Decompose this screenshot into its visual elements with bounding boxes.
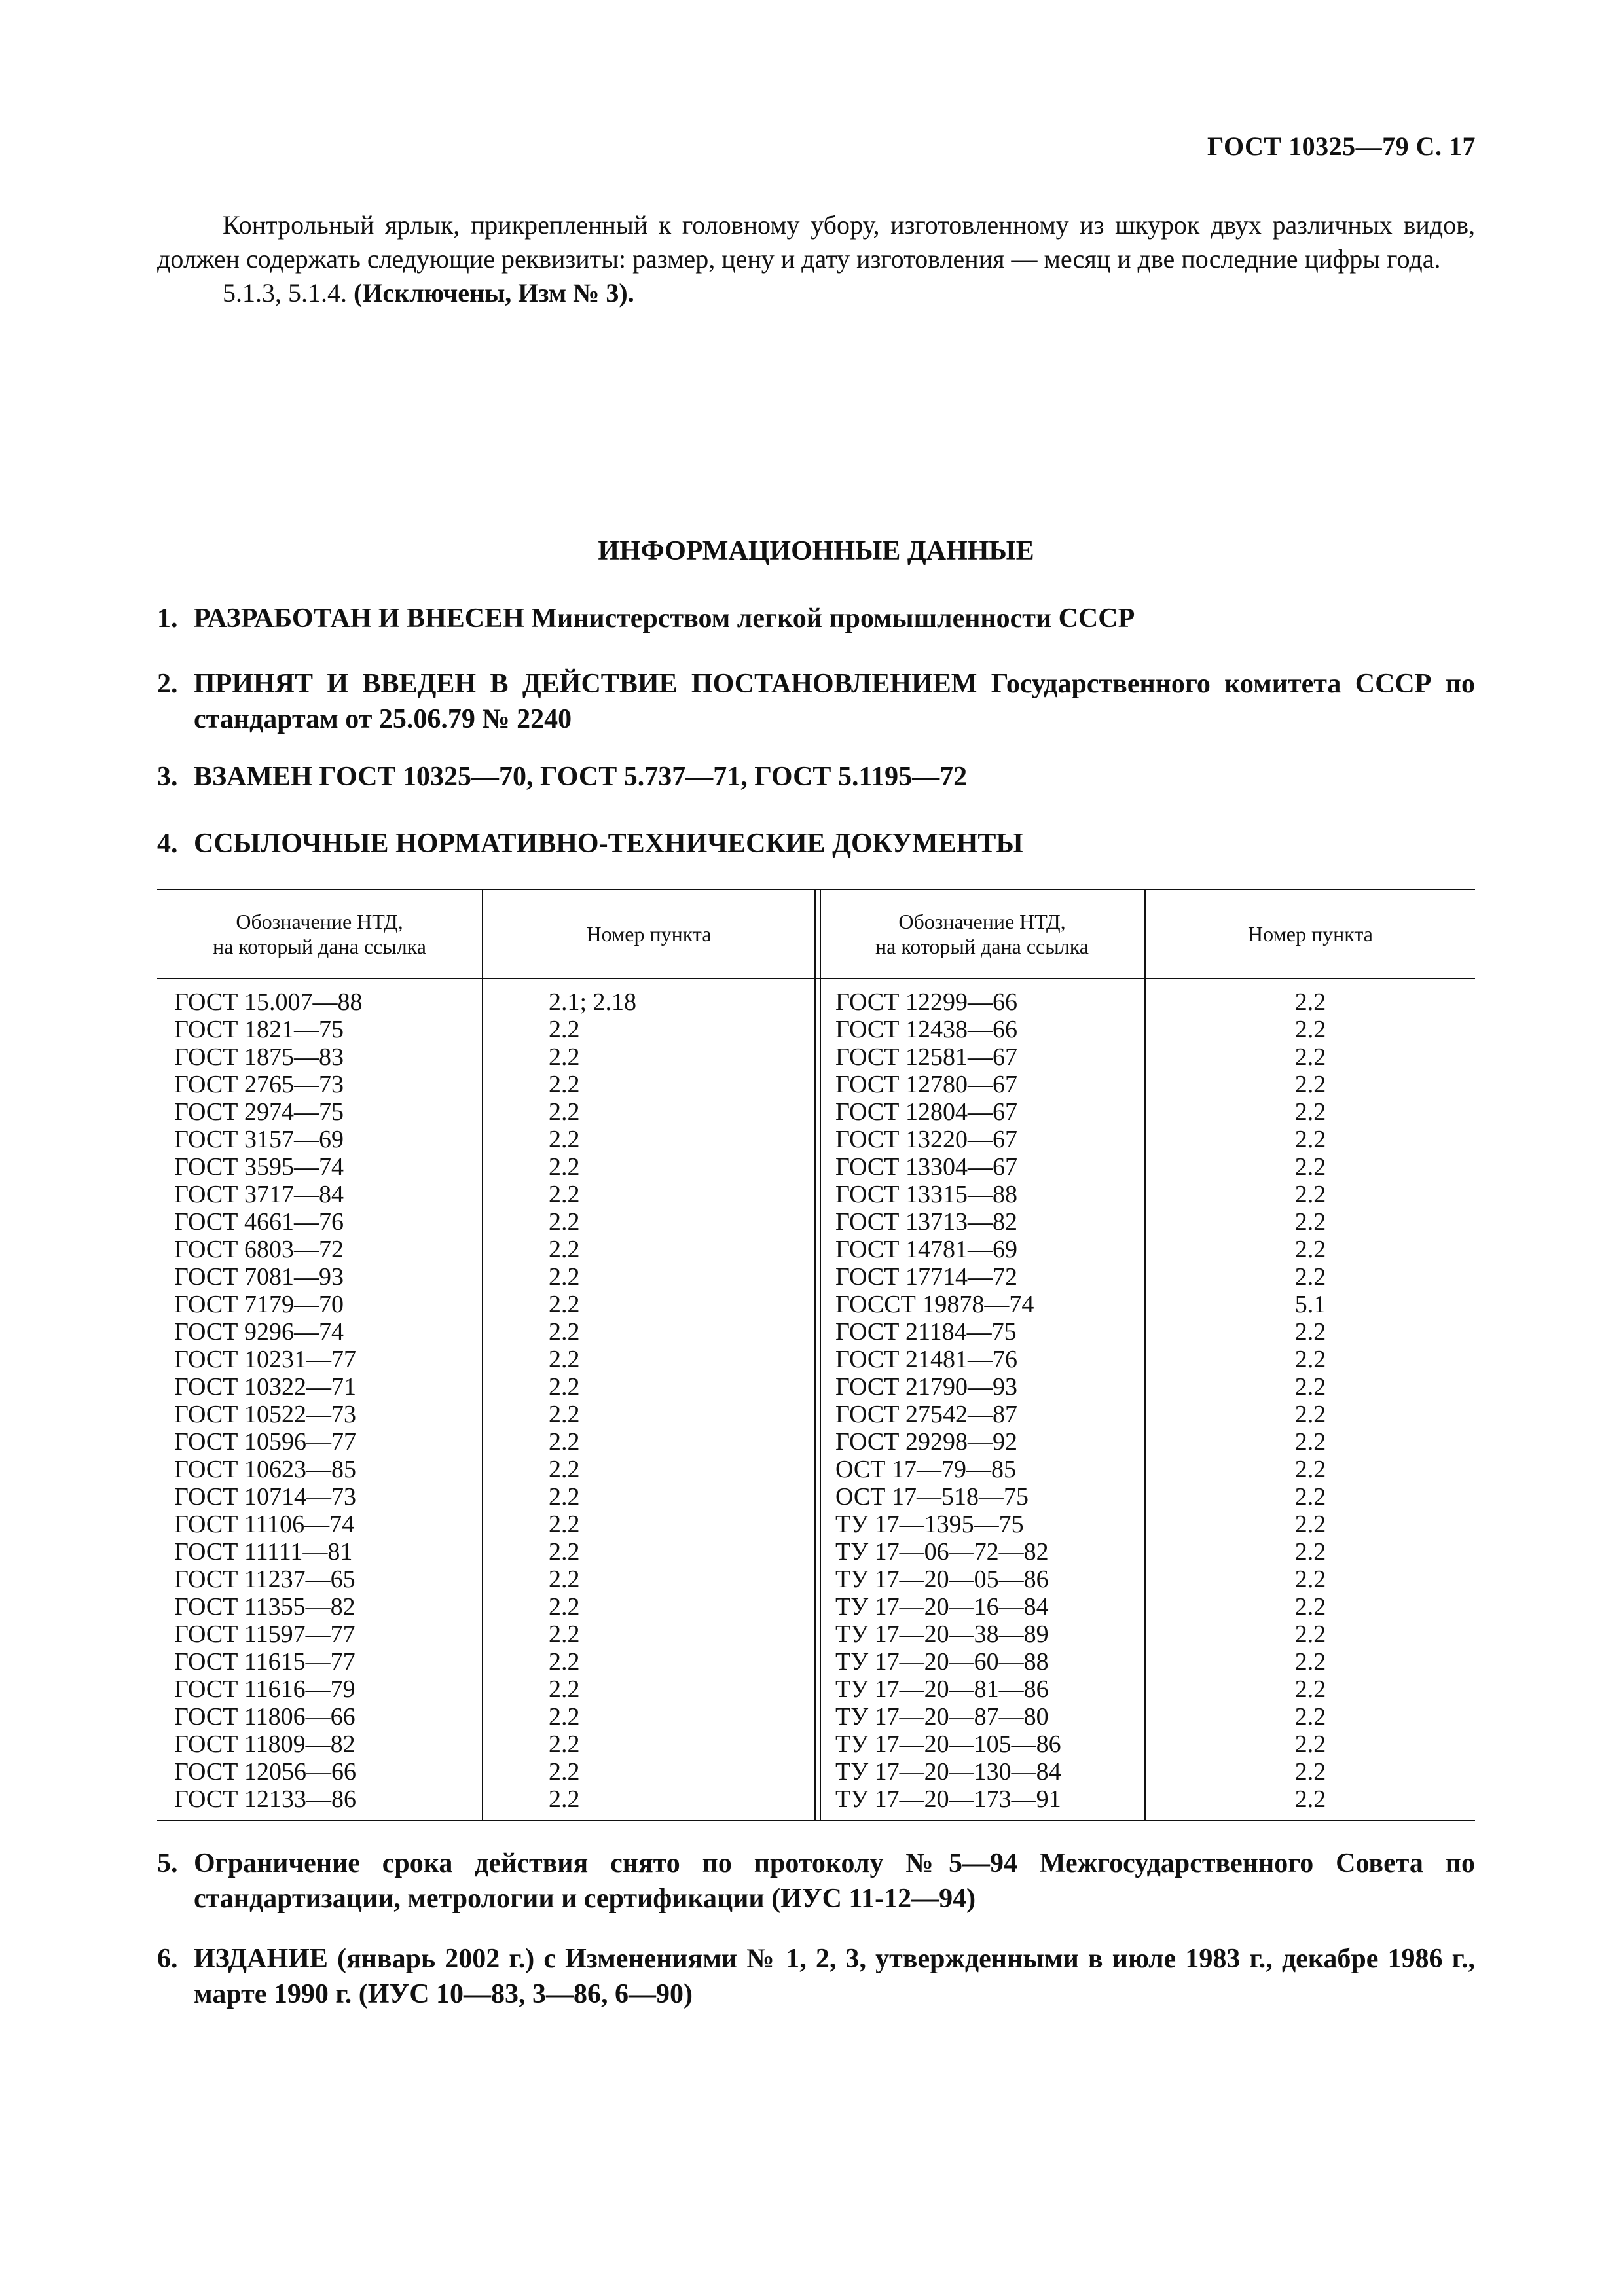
table-cell-clause: 2.2 [549, 1043, 580, 1071]
table-cell-designation: ГОСТ 12299—66 [835, 988, 1017, 1016]
table-cell-clause: 2.2 [549, 1758, 580, 1785]
table-cell-clause: 2.2 [1294, 1703, 1326, 1731]
table-cell-designation: ТУ 17—1395—75 [835, 1511, 1024, 1538]
table-cell-designation: ГОСТ 12133—86 [174, 1785, 356, 1813]
table-cell-clause: 2.2 [1294, 1236, 1326, 1263]
table-cell-designation: ГОСТ 1821—75 [174, 1016, 344, 1043]
table-cell-clause: 2.2 [549, 1621, 580, 1648]
table-cell-designation: ГОСТ 2765—73 [174, 1071, 344, 1098]
table-cell-designation: ТУ 17—20—81—86 [835, 1676, 1049, 1703]
header-clause-label: Номер пункта [586, 922, 712, 946]
intro-paragraph: Контрольный ярлык, прикрепленный к головному убору, изготовленному из шкурок двух различных видов, должен содержать следующие реквизиты: размер, цену и дату изготовления — месяц и две последние цифры года. [157, 210, 1475, 274]
left-clause-column [549, 988, 797, 1813]
table-cell-designation: ГОСТ 12056—66 [174, 1758, 356, 1785]
table-cell-designation: ГОСТ 11106—74 [174, 1511, 355, 1538]
table-cell-designation: ГОСТ 3157—69 [174, 1126, 344, 1153]
table-cell-clause: 2.2 [549, 1181, 580, 1208]
table-cell-clause: 2.2 [549, 1538, 580, 1566]
table-cell-designation: ГОСТ 10322—71 [174, 1373, 356, 1401]
table-cell-designation: ТУ 17—20—38—89 [835, 1621, 1049, 1648]
table-cell-designation: ГОСТ 2974—75 [174, 1098, 344, 1126]
table-cell-clause: 2.2 [1294, 1456, 1326, 1483]
table-cell-designation: ГОСТ 15.007—88 [174, 988, 363, 1016]
table-cell-clause: 2.2 [549, 1731, 580, 1758]
table-cell-designation: ГОСТ 6803—72 [174, 1236, 344, 1263]
table-cell-designation: ГОСТ 14781—69 [835, 1236, 1017, 1263]
table-cell-clause: 2.2 [549, 1703, 580, 1731]
table-cell-designation: ТУ 17—20—105—86 [835, 1731, 1061, 1758]
table-cell-clause: 2.2 [1294, 1016, 1326, 1043]
table-cell-clause: 2.2 [549, 1676, 580, 1703]
table-cell-clause: 2.2 [549, 1263, 580, 1291]
table-cell-clause: 2.2 [549, 1401, 580, 1428]
header-designation-right [820, 890, 1144, 978]
table-cell-designation: ГОСТ 1875—83 [174, 1043, 344, 1071]
header-clause-right [1146, 890, 1475, 978]
info-item-number: 4. [157, 829, 178, 859]
table-cell-designation: ГОСТ 27542—87 [835, 1401, 1017, 1428]
table-cell-clause: 2.2 [1294, 1098, 1326, 1126]
table-cell-designation: ГОСТ 11597—77 [174, 1621, 356, 1648]
table-cell-designation: ТУ 17—06—72—82 [835, 1538, 1049, 1566]
left-designation-column [174, 988, 475, 1813]
table-cell-clause: 2.2 [1294, 1153, 1326, 1181]
table-cell-clause: 2.2 [549, 1291, 580, 1318]
table-cell-designation: ГОСТ 11615—77 [174, 1648, 356, 1676]
info-item-number: 6. [157, 1944, 178, 1974]
table-cell-designation: ГОСТ 21790—93 [835, 1373, 1017, 1401]
table-cell-clause: 2.2 [549, 1593, 580, 1621]
table-cell-clause: 2.2 [1294, 1483, 1326, 1511]
table-cell-designation: ТУ 17—20—05—86 [835, 1566, 1049, 1593]
table-cell-clause: 2.2 [549, 1016, 580, 1043]
page-header: ГОСТ 10325—79 С. 17 [1207, 132, 1476, 161]
header-clause-label: Номер пункта [1248, 922, 1373, 946]
table-cell-clause: 2.2 [1294, 1538, 1326, 1566]
table-cell-designation: ГОСТ 9296—74 [174, 1318, 344, 1346]
table-cell-designation: ГОСТ 12581—67 [835, 1043, 1017, 1071]
table-cell-designation: ГОСТ 10623—85 [174, 1456, 356, 1483]
table-cell-designation: ТУ 17—20—173—91 [835, 1785, 1061, 1813]
table-cell-designation: ГОСТ 11355—82 [174, 1593, 356, 1621]
info-item-text: ССЫЛОЧНЫЕ НОРМАТИВНО-ТЕХНИЧЕСКИЕ ДОКУМЕНТЫ [194, 829, 1023, 859]
table-cell-designation: ГОСТ 10522—73 [174, 1401, 356, 1428]
info-title: ИНФОРМАЦИОННЫЕ ДАННЫЕ [598, 536, 1034, 566]
intro-section [157, 208, 1475, 310]
table-cell-designation: ГОСТ 13304—67 [835, 1153, 1017, 1181]
table-cell-clause: 2.2 [1294, 1208, 1326, 1236]
table-cell-designation: ГОСТ 10231—77 [174, 1346, 356, 1373]
right-designation-column [835, 988, 1137, 1813]
table-cell-designation: ГОСТ 11616—79 [174, 1676, 356, 1703]
header-clause-left [483, 890, 814, 978]
table-cell-designation: ГОСТ 10714—73 [174, 1483, 356, 1511]
table-cell-clause: 2.2 [1294, 1511, 1326, 1538]
table-cell-designation: ГОСТ 7081—93 [174, 1263, 344, 1291]
info-item-6 [157, 1941, 1475, 2012]
table-cell-clause: 2.2 [1294, 1676, 1326, 1703]
excluded-clauses-bold: (Исключены, Изм № 3). [354, 278, 634, 308]
table-cell-designation: ГОСТ 11237—65 [174, 1566, 356, 1593]
table-cell-designation: ТУ 17—20—130—84 [835, 1758, 1061, 1785]
table-cell-clause: 2.2 [549, 1208, 580, 1236]
table-cell-clause: 2.2 [1294, 1043, 1326, 1071]
table-cell-clause: 2.2 [1294, 1373, 1326, 1401]
table-cell-clause: 2.2 [549, 1126, 580, 1153]
table-cell-designation: ГОССТ 19878—74 [835, 1291, 1034, 1318]
table-cell-designation: ГОСТ 13713—82 [835, 1208, 1017, 1236]
right-clause-column [1146, 988, 1475, 1813]
excluded-clauses-note [157, 276, 1475, 310]
info-item-text: Ограничение срока действия снято по протоколу №5—94 Межгосударственного Совета по стандартизации, метрологии и сертификации (ИУС 11-12—94) [194, 1848, 1475, 1914]
table-cell-designation: ГОСТ 10596—77 [174, 1428, 356, 1456]
table-cell-designation: ГОСТ 3595—74 [174, 1153, 344, 1181]
table-double-divider [814, 890, 821, 1820]
info-item-1 [157, 601, 1475, 636]
table-cell-designation: ГОСТ 4661—76 [174, 1208, 344, 1236]
table-cell-clause: 2.2 [549, 1483, 580, 1511]
table-cell-clause: 2.2 [1294, 1621, 1326, 1648]
table-cell-designation: ТУ 17—20—87—80 [835, 1703, 1049, 1731]
header-designation-line1: Обозначение НТД, [898, 910, 1066, 933]
table-cell-clause: 2.2 [1294, 1071, 1326, 1098]
table-cell-designation: ГОСТ 13220—67 [835, 1126, 1017, 1153]
info-item-number: 2. [157, 669, 178, 699]
table-cell-designation: ГОСТ 21184—75 [835, 1318, 1017, 1346]
info-item-text: РАЗРАБОТАН И ВНЕСЕН Министерством легкой промышленности СССР [194, 603, 1135, 634]
info-item-5 [157, 1846, 1475, 1916]
table-cell-clause: 2.2 [1294, 1318, 1326, 1346]
info-item-number: 3. [157, 762, 178, 792]
table-cell-designation: ГОСТ 11806—66 [174, 1703, 356, 1731]
table-cell-clause: 2.2 [1294, 1758, 1326, 1785]
table-cell-clause: 2.2 [549, 1785, 580, 1813]
table-cell-clause: 2.2 [549, 1236, 580, 1263]
excluded-clauses-number: 5.1.3, 5.1.4. [223, 278, 354, 308]
table-cell-clause: 2.2 [1294, 1566, 1326, 1593]
table-cell-clause: 2.2 [549, 1511, 580, 1538]
header-designation-line1: Обозначение НТД, [236, 910, 403, 933]
table-cell-clause: 2.2 [549, 1071, 580, 1098]
table-cell-designation: ГОСТ 11111—81 [174, 1538, 353, 1566]
table-cell-designation: ГОСТ 21481—76 [835, 1346, 1017, 1373]
table-cell-clause: 2.2 [549, 1318, 580, 1346]
table-cell-designation: ГОСТ 13315—88 [835, 1181, 1017, 1208]
table-cell-clause: 5.1 [1294, 1291, 1326, 1318]
table-cell-designation: ГОСТ 12438—66 [835, 1016, 1017, 1043]
table-cell-designation: ГОСТ 12780—67 [835, 1071, 1017, 1098]
table-cell-clause: 2.2 [549, 1373, 580, 1401]
info-item-text: ВЗАМЕН ГОСТ 10325—70, ГОСТ 5.737—71, ГОСТ 5.1195—72 [194, 762, 968, 792]
table-cell-clause: 2.2 [1294, 1346, 1326, 1373]
table-cell-designation: ОСТ 17—518—75 [835, 1483, 1029, 1511]
table-cell-clause: 2.2 [1294, 1731, 1326, 1758]
table-cell-clause: 2.2 [1294, 1593, 1326, 1621]
table-cell-clause: 2.2 [1294, 1428, 1326, 1456]
header-designation-line2: на который дана ссылка [875, 935, 1089, 958]
info-item-text: ИЗДАНИЕ (январь 2002 г.) с Изменениями № 1, 2, 3, утвержденными в июле 1983 г., декабре 1986 г., марте 1990 г. (ИУС 10—83, 3—86, 6—90) [194, 1944, 1475, 2009]
table-cell-clause: 2.2 [1294, 1401, 1326, 1428]
table-cell-clause: 2.2 [549, 1098, 580, 1126]
table-cell-designation: ГОСТ 17714—72 [835, 1263, 1017, 1291]
table-cell-clause: 2.2 [1294, 1263, 1326, 1291]
table-cell-clause: 2.2 [549, 1566, 580, 1593]
table-cell-clause: 2.2 [549, 1153, 580, 1181]
table-cell-clause: 2.1; 2.18 [549, 988, 637, 1016]
info-item-2 [157, 666, 1475, 737]
table-cell-clause: 2.2 [1294, 1648, 1326, 1676]
table-cell-designation: ГОСТ 29298—92 [835, 1428, 1017, 1456]
reference-documents-table [157, 889, 1475, 1821]
table-cell-clause: 2.2 [1294, 988, 1326, 1016]
table-cell-designation: ГОСТ 3717—84 [174, 1181, 344, 1208]
table-cell-designation: ТУ 17—20—60—88 [835, 1648, 1049, 1676]
info-item-4 [157, 826, 1475, 861]
table-cell-clause: 2.2 [1294, 1126, 1326, 1153]
table-divider [482, 890, 483, 1820]
table-cell-clause: 2.2 [549, 1428, 580, 1456]
table-header-rule [157, 978, 1475, 979]
table-cell-clause: 2.2 [549, 1456, 580, 1483]
table-cell-designation: ОСТ 17—79—85 [835, 1456, 1016, 1483]
table-cell-designation: ТУ 17—20—16—84 [835, 1593, 1049, 1621]
info-item-number: 1. [157, 603, 178, 634]
info-item-text: ПРИНЯТ И ВВЕДЕН В ДЕЙСТВИЕ ПОСТАНОВЛЕНИЕМ Государственного комитета СССР по стандартам от 25.06.79 № 2240 [194, 669, 1475, 734]
table-cell-clause: 2.2 [1294, 1181, 1326, 1208]
info-item-number: 5. [157, 1848, 178, 1878]
table-cell-clause: 2.2 [1294, 1785, 1326, 1813]
header-designation-line2: на который дана ссылка [213, 935, 426, 958]
header-designation-left [157, 890, 482, 978]
table-cell-designation: ГОСТ 7179—70 [174, 1291, 344, 1318]
table-cell-designation: ГОСТ 12804—67 [835, 1098, 1017, 1126]
table-cell-designation: ГОСТ 11809—82 [174, 1731, 356, 1758]
table-cell-clause: 2.2 [549, 1648, 580, 1676]
table-cell-clause: 2.2 [549, 1346, 580, 1373]
info-item-3 [157, 759, 1475, 795]
